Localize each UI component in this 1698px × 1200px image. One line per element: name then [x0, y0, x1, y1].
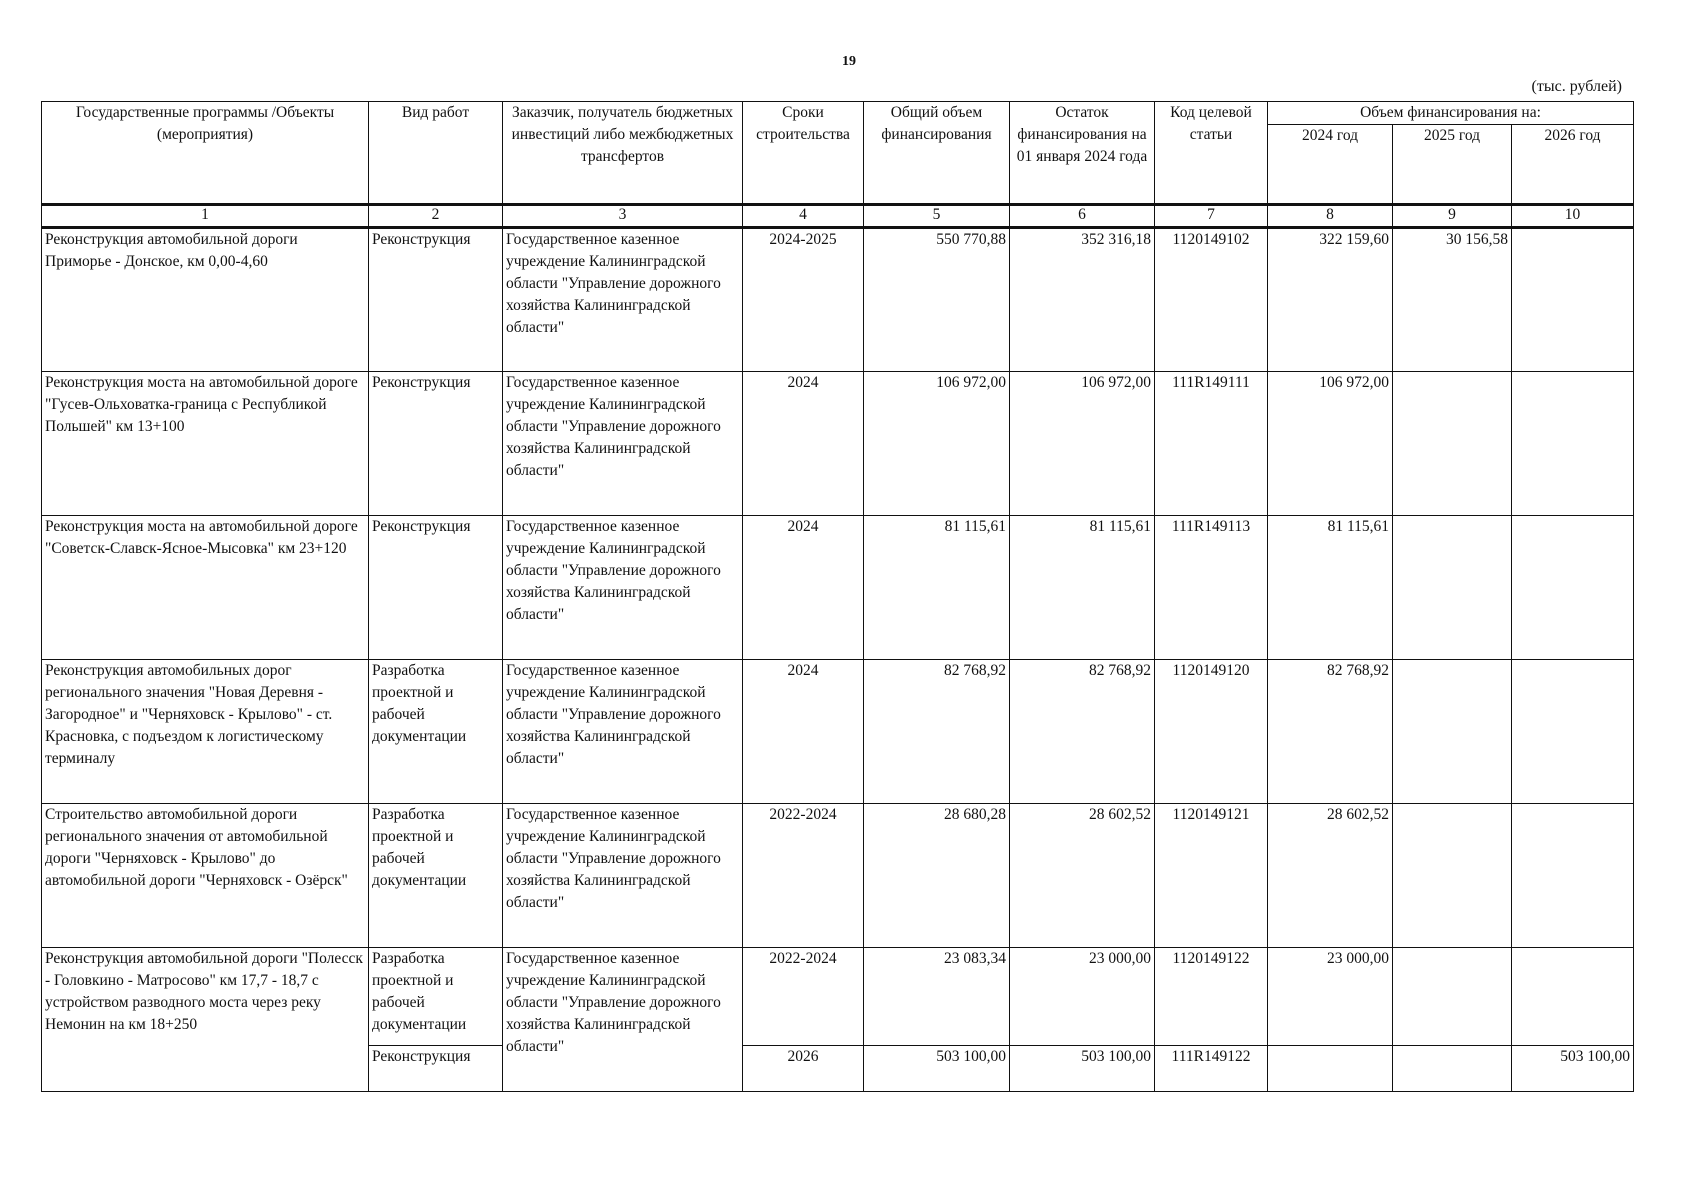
table-row — [42, 948, 1634, 1046]
remainder: 81 115,61 — [1010, 516, 1155, 660]
total-financing: 81 115,61 — [864, 516, 1010, 660]
financing-2024: 23 000,00 — [1268, 948, 1393, 1046]
col-number: 1 — [42, 205, 369, 228]
total-financing: 550 770,88 — [864, 228, 1010, 372]
object-name: Реконструкция моста на автомобильной дороге "Гусев-Ольховатка-граница с Республикой Польшей" км 13+100 — [42, 372, 369, 516]
col-number: 7 — [1155, 205, 1268, 228]
table-row — [42, 516, 1634, 660]
financing-2026: 503 100,00 — [1512, 1046, 1634, 1092]
customer: Государственное казенное учреждение Калининградской области "Управление дорожного хозяйства Калининградской области" — [503, 948, 743, 1092]
target-code: 1120149102 — [1155, 228, 1268, 372]
work-type: Разработка проектной и рабочей документации — [369, 660, 503, 804]
units-label: (тыс. рублей) — [1531, 78, 1622, 95]
header-total: Общий объем финансирования — [864, 102, 1010, 205]
table-row — [42, 372, 1634, 516]
table-row — [42, 804, 1634, 948]
financing-2026 — [1512, 804, 1634, 948]
total-financing: 106 972,00 — [864, 372, 1010, 516]
page-number: 19 — [842, 54, 856, 69]
work-type: Реконструкция — [369, 372, 503, 516]
header-financing-group: Объем финансирования на: — [1268, 102, 1634, 125]
work-type: Разработка проектной и рабочей документации — [369, 948, 503, 1046]
total-financing: 503 100,00 — [864, 1046, 1010, 1092]
term: 2024 — [743, 372, 864, 516]
financing-2026 — [1512, 660, 1634, 804]
term: 2022-2024 — [743, 948, 864, 1046]
total-financing: 82 768,92 — [864, 660, 1010, 804]
financing-2024: 81 115,61 — [1268, 516, 1393, 660]
term: 2024-2025 — [743, 228, 864, 372]
remainder: 503 100,00 — [1010, 1046, 1155, 1092]
target-code: 111R149111 — [1155, 372, 1268, 516]
col-number: 2 — [369, 205, 503, 228]
header-2026: 2026 год — [1512, 125, 1634, 205]
financing-2025 — [1393, 1046, 1512, 1092]
term: 2024 — [743, 516, 864, 660]
object-name: Реконструкция автомобильной дороги "Полесск - Головкино - Матросово" км 17,7 - 18,7 с устройством разводного моста через реку Немонин на км 18+250 — [42, 948, 369, 1092]
remainder: 106 972,00 — [1010, 372, 1155, 516]
financing-2024: 322 159,60 — [1268, 228, 1393, 372]
total-financing: 28 680,28 — [864, 804, 1010, 948]
remainder: 82 768,92 — [1010, 660, 1155, 804]
financing-2024: 28 602,52 — [1268, 804, 1393, 948]
financing-2025 — [1393, 948, 1512, 1046]
remainder: 28 602,52 — [1010, 804, 1155, 948]
col-number: 3 — [503, 205, 743, 228]
financing-2026 — [1512, 516, 1634, 660]
header-2024: 2024 год — [1268, 125, 1393, 205]
object-name: Реконструкция моста на автомобильной дороге "Советск-Славск-Ясное-Мысовка" км 23+120 — [42, 516, 369, 660]
header-2025: 2025 год — [1393, 125, 1512, 205]
table-row — [42, 660, 1634, 804]
column-number-row — [42, 205, 1634, 228]
financing-table — [41, 101, 1634, 1092]
target-code: 1120149120 — [1155, 660, 1268, 804]
object-name: Строительство автомобильной дороги регионального значения от автомобильной дороги "Черняховск - Крылово" до автомобильной дороги "Черняховск - Озёрск" — [42, 804, 369, 948]
target-code: 111R149122 — [1155, 1046, 1268, 1092]
header-code: Код целевой статьи — [1155, 102, 1268, 205]
col-number: 5 — [864, 205, 1010, 228]
target-code: 111R149113 — [1155, 516, 1268, 660]
financing-2026 — [1512, 948, 1634, 1046]
customer: Государственное казенное учреждение Калининградской области "Управление дорожного хозяйства Калининградской области" — [503, 516, 743, 660]
work-type: Реконструкция — [369, 228, 503, 372]
col-number: 10 — [1512, 205, 1634, 228]
financing-2026 — [1512, 228, 1634, 372]
col-number: 8 — [1268, 205, 1393, 228]
term: 2026 — [743, 1046, 864, 1092]
financing-2025: 30 156,58 — [1393, 228, 1512, 372]
header-objects: Государственные программы /Объекты (мероприятия) — [42, 102, 369, 205]
table-row — [42, 228, 1634, 372]
col-number: 4 — [743, 205, 864, 228]
financing-2025 — [1393, 804, 1512, 948]
target-code: 1120149121 — [1155, 804, 1268, 948]
header-customer: Заказчик, получатель бюджетных инвестиций либо межбюджетных трансфертов — [503, 102, 743, 205]
work-type: Реконструкция — [369, 516, 503, 660]
work-type: Реконструкция — [369, 1046, 503, 1092]
term: 2024 — [743, 660, 864, 804]
work-type: Разработка проектной и рабочей документации — [369, 804, 503, 948]
financing-2025 — [1393, 660, 1512, 804]
financing-2025 — [1393, 372, 1512, 516]
term: 2022-2024 — [743, 804, 864, 948]
target-code: 1120149122 — [1155, 948, 1268, 1046]
total-financing: 23 083,34 — [864, 948, 1010, 1046]
financing-2024: 82 768,92 — [1268, 660, 1393, 804]
object-name: Реконструкция автомобильных дорог регионального значения "Новая Деревня - Загородное" и "Черняховск - Крылово" - ст. Красновка, с подъездом к логистическому терминалу — [42, 660, 369, 804]
customer: Государственное казенное учреждение Калининградской области "Управление дорожного хозяйства Калининградской области" — [503, 804, 743, 948]
object-name: Реконструкция автомобильной дороги Приморье - Донское, км 0,00-4,60 — [42, 228, 369, 372]
col-number: 6 — [1010, 205, 1155, 228]
header-remainder: Остаток финансирования на 01 января 2024 года — [1010, 102, 1155, 205]
customer: Государственное казенное учреждение Калининградской области "Управление дорожного хозяйства Калининградской области" — [503, 660, 743, 804]
customer: Государственное казенное учреждение Калининградской области "Управление дорожного хозяйства Калининградской области" — [503, 228, 743, 372]
remainder: 352 316,18 — [1010, 228, 1155, 372]
financing-2026 — [1512, 372, 1634, 516]
table-header — [42, 102, 1634, 228]
remainder: 23 000,00 — [1010, 948, 1155, 1046]
financing-2025 — [1393, 516, 1512, 660]
customer: Государственное казенное учреждение Калининградской области "Управление дорожного хозяйства Калининградской области" — [503, 372, 743, 516]
financing-2024: 106 972,00 — [1268, 372, 1393, 516]
header-work-type: Вид работ — [369, 102, 503, 205]
header-term: Сроки строительства — [743, 102, 864, 205]
financing-2024 — [1268, 1046, 1393, 1092]
col-number: 9 — [1393, 205, 1512, 228]
